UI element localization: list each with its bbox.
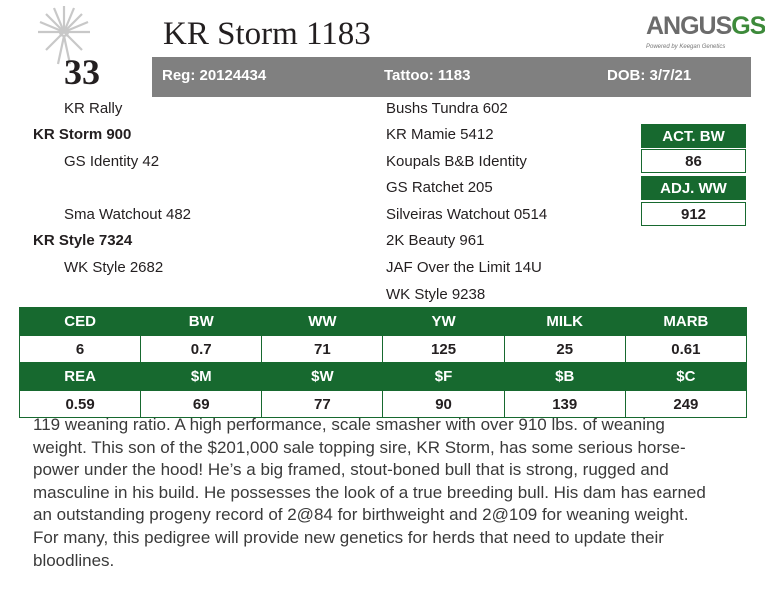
registration-number: Reg: 20124434 xyxy=(162,67,267,84)
description-line: masculine in his build. He possesses the look of a true breeding bull. His dam has earned xyxy=(33,482,706,502)
epd-value-yw: 125 xyxy=(383,336,504,363)
tattoo: Tattoo: 1183 xyxy=(384,67,471,84)
pedigree-sire: KR Storm 900 xyxy=(33,126,132,143)
pedigree-right-6: 2K Beauty 961 xyxy=(386,232,485,249)
epd-value-ced: 6 xyxy=(20,336,141,363)
act-bw-label: ACT. BW xyxy=(641,124,746,148)
logo-text: ANGUS xyxy=(646,12,732,40)
epd-header-rea: REA xyxy=(20,363,141,391)
pedigree-dam: KR Style 7324 xyxy=(33,232,133,249)
description-line: weight. This son of the $201,000 sale topping sire, KR Storm, has some serious horse- xyxy=(33,437,686,457)
bull-description xyxy=(33,414,753,572)
pedigree-right-4: GS Ratchet 205 xyxy=(386,179,493,196)
pedigree-dam-granddam: WK Style 2682 xyxy=(64,259,164,276)
epd-header-f: $F xyxy=(383,363,504,391)
epd-value-w: 77 xyxy=(262,391,383,418)
epd-value-bw: 0.7 xyxy=(141,336,262,363)
epd-value-milk: 25 xyxy=(504,336,625,363)
description-line: power under the hood! He’s a big framed, stout-boned bull that is strong, rugged and xyxy=(33,460,669,480)
epd-value-m: 69 xyxy=(141,391,262,418)
adj-ww-label: ADJ. WW xyxy=(641,176,746,200)
epd-value-f: 90 xyxy=(383,391,504,418)
epd-value-b: 139 xyxy=(504,391,625,418)
epd-header-w: $W xyxy=(262,363,383,391)
epd-header-row-1 xyxy=(20,308,747,336)
description-line: For many, this pedigree will provide new genetics for herds that need to update their xyxy=(33,527,664,547)
pedigree-sire-granddam: GS Identity 42 xyxy=(64,153,160,170)
epd-value-c: 249 xyxy=(625,391,746,418)
lot-number: 33 xyxy=(64,52,100,92)
epd-header-b: $B xyxy=(504,363,625,391)
description-line: an outstanding progeny record of 2@84 for birthweight and 2@109 for weaning weight. xyxy=(33,505,689,525)
epd-header-row-2 xyxy=(20,363,747,391)
act-bw-value: 86 xyxy=(641,149,746,173)
angus-gs-logo xyxy=(646,12,765,56)
date-of-birth: DOB: 3/7/21 xyxy=(607,67,692,84)
epd-header-m: $M xyxy=(141,363,262,391)
pedigree-right-8: WK Style 9238 xyxy=(386,286,486,303)
pedigree-right-2: KR Mamie 5412 xyxy=(386,126,494,143)
epd-value-row-1 xyxy=(20,336,747,363)
epd-header-c: $C xyxy=(625,363,746,391)
logo-accent: GS xyxy=(731,12,765,40)
adj-ww-value: 912 xyxy=(641,202,746,226)
logo-tagline: Powered by Keegan Genetics xyxy=(646,44,726,50)
pedigree-right-7: JAF Over the Limit 14U xyxy=(386,259,542,276)
epd-header-marb: MARB xyxy=(625,308,746,336)
pedigree-dam-grandsire: Sma Watchout 482 xyxy=(64,206,192,223)
epd-header-yw: YW xyxy=(383,308,504,336)
epd-value-ww: 71 xyxy=(262,336,383,363)
pedigree-right-5: Silveiras Watchout 0514 xyxy=(386,206,548,223)
epd-table xyxy=(19,307,747,418)
epd-header-milk: MILK xyxy=(504,308,625,336)
bull-name-title: KR Storm 1183 xyxy=(163,16,371,52)
pedigree-right-1: Bushs Tundra 602 xyxy=(386,100,508,117)
pedigree-right-3: Koupals B&B Identity xyxy=(386,153,527,170)
description-line: bloodlines. xyxy=(33,550,115,570)
epd-header-ww: WW xyxy=(262,308,383,336)
registration-bar xyxy=(152,57,751,97)
description-line: 119 weaning ratio. A high performance, scale smasher with over 910 lbs. of weaning xyxy=(33,415,665,434)
pedigree-sire-grandsire: KR Rally xyxy=(64,100,123,117)
epd-value-marb: 0.61 xyxy=(625,336,746,363)
epd-header-bw: BW xyxy=(141,308,262,336)
epd-header-ced: CED xyxy=(20,308,141,336)
epd-value-rea: 0.59 xyxy=(20,391,141,418)
